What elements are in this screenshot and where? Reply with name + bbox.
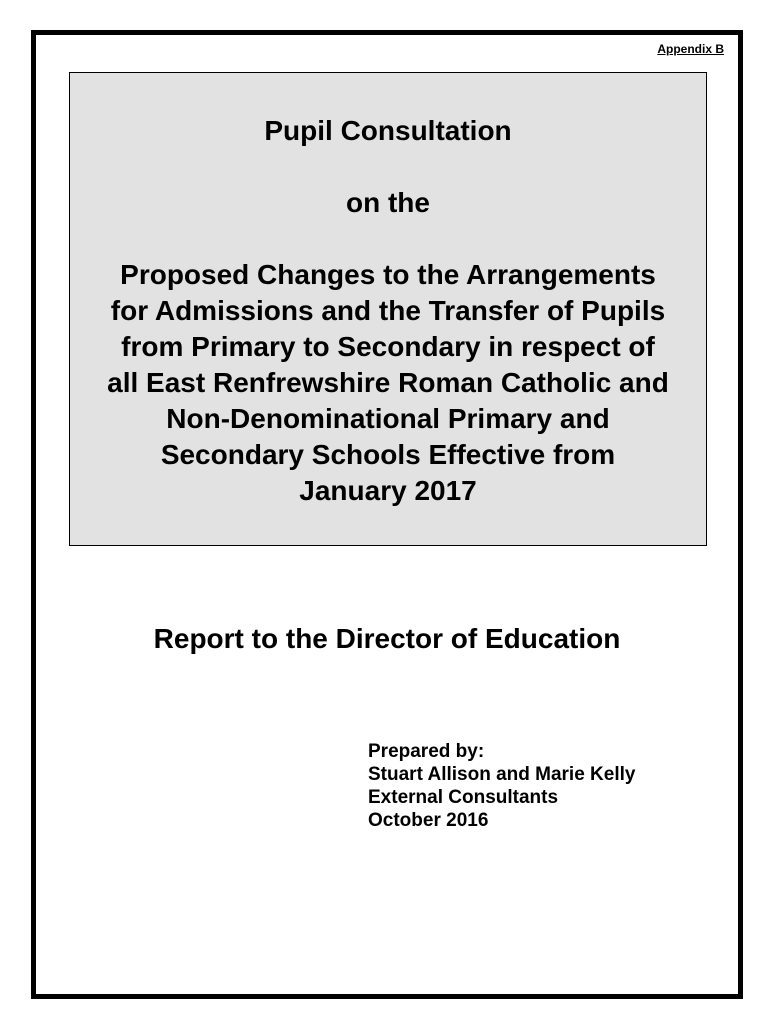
- appendix-label: Appendix B: [657, 42, 724, 56]
- title-box: [69, 72, 707, 546]
- report-date: October 2016: [368, 810, 489, 831]
- prepared-by-block: [368, 740, 635, 832]
- prepared-by-label: Prepared by:: [368, 741, 485, 762]
- report-heading: Report to the Director of Education: [153, 623, 621, 654]
- document-title: Pupil Consultation: [264, 115, 512, 146]
- title-connector: on the: [346, 187, 430, 218]
- title-subject: Proposed Changes to the Arrangements for Admissions and the Transfer of Pupils from Primary to Secondary in respect of all East Renfrewshire Roman Catholic and Non-Denominational Primary and Secondary Schools Effective from January 2017: [107, 259, 669, 506]
- author-names: Stuart Allison and Marie Kelly: [368, 764, 636, 785]
- author-role: External Consultants: [368, 787, 559, 808]
- page-border-frame: [31, 30, 743, 999]
